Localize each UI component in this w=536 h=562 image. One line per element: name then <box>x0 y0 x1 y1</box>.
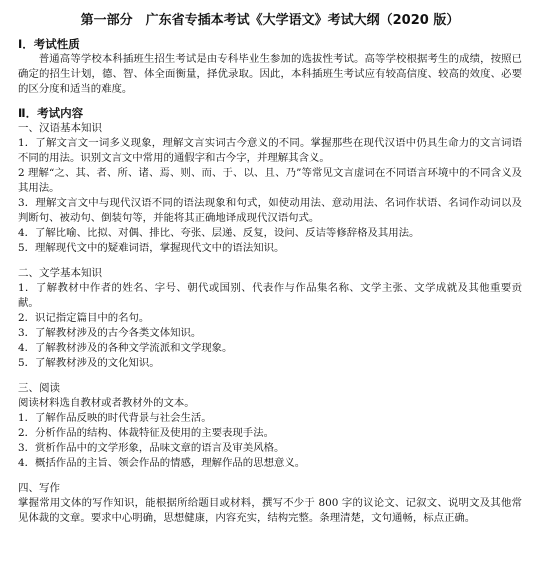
section-heading-nature: Ⅰ．考试性质 <box>18 37 80 51</box>
part-intro: 阅读材料选自教材或者教材外的文本。 <box>18 397 195 409</box>
list-item: 4．了解教材涉及的各种文学流派和文学现象。 <box>18 342 233 354</box>
document-title: 第一部分 广东省专插本考试《大学语文》考试大纲（2020 版） <box>80 13 460 28</box>
section-heading-content: Ⅱ．考试内容 <box>18 106 84 120</box>
list-item: 5．理解现代文中的疑难词语，掌握现代文中的语法知识。 <box>18 242 285 254</box>
list-item: 1．了解文言文一词多义现象，理解文言实词古今意义的不同。掌握那些在现代汉语中仍具生命力的文言词语不同的用法。识别文言文中常用的通假字和古今字，并理解其含义。 <box>18 137 522 164</box>
part-item-list <box>18 281 522 371</box>
list-item: 5．了解教材涉及的文化知识。 <box>18 357 160 369</box>
list-item: 2 理解“之、其、者、所、诸、焉、则、而、于、以、且、乃”等常见文言虚词在不同语言环境中的不同含义及其用法。 <box>18 167 522 194</box>
part-intro: 掌握常用文体的写作知识，能根据所给题目或材料，撰写不少于 800 字的议论文、记叙文、说明文及其他常见体裁的文章。要求中心明确，思想健康，内容充实，结构完整。条理清楚，文句通畅，标点正确。 <box>18 497 522 524</box>
part-title: 三、阅读 <box>18 382 60 394</box>
list-item: 4．概括作品的主旨、领会作品的情感，理解作品的思想意义。 <box>18 457 306 469</box>
list-item: 2．识记指定篇目中的名句。 <box>18 312 150 324</box>
content-parts <box>18 121 522 526</box>
part-title: 四、写作 <box>18 482 60 494</box>
list-item: 3．赏析作品中的文学形象，品味文章的语言及审美风格。 <box>18 442 285 454</box>
section-body-nature: 普通高等学校本科插班生招生考试是由专科毕业生参加的选拔性考试。高等学校根据考生的成绩，按照已确定的招生计划，德、智、体全面衡量，择优录取。因此，本科插班生考试应有较高信度、较高的效度、必要的区分度和适当的难度。 <box>18 53 522 95</box>
list-item: 4．了解比喻、比拟、对偶、排比、夸张、层递、反复，设问、反诘等修辞格及其用法。 <box>18 227 420 239</box>
part-title: 一、汉语基本知识 <box>18 122 102 134</box>
list-item: 3．了解教材涉及的古今各类文体知识。 <box>18 327 202 339</box>
part-title: 二、文学基本知识 <box>18 267 102 279</box>
list-item: 2．分析作品的结构、体裁特征及使用的主要表现手法。 <box>18 427 274 439</box>
part-item-list <box>18 136 522 256</box>
list-item: 1．了解作品反映的时代背景与社会生活。 <box>18 412 212 424</box>
part-item-list <box>18 411 522 471</box>
list-item: 3．理解文言文中与现代汉语不同的语法现象和句式，如使动用法、意动用法、名词作状语、名词作动词以及判断句、被动句、倒装句等，并能将其正确地译成现代汉语句式。 <box>18 197 522 224</box>
list-item: 1．了解教材中作者的姓名、字号、朝代或国别、代表作与作品集名称、文学主张、文学成就及其他重要贡献。 <box>18 282 522 309</box>
